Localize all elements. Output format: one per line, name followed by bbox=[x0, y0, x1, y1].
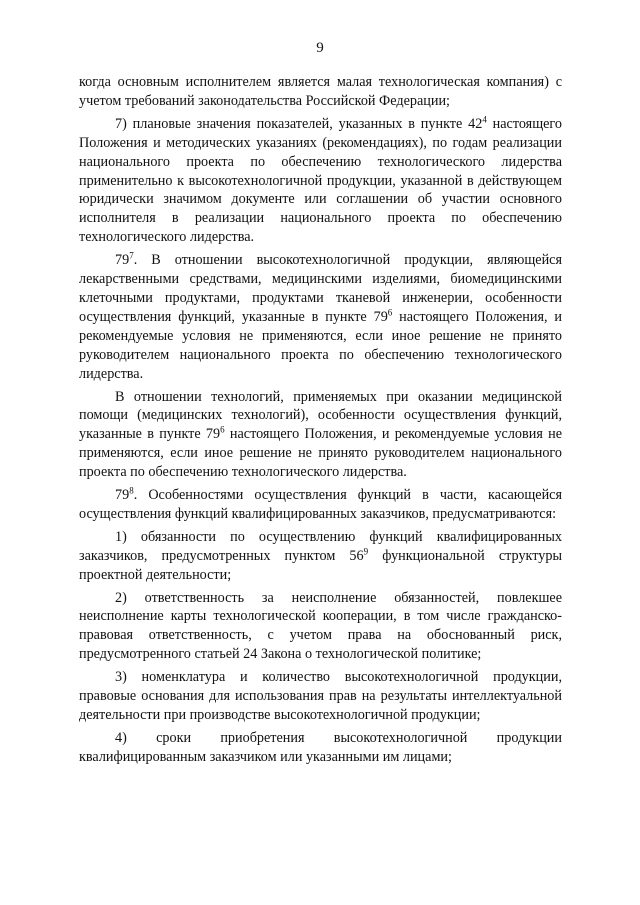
page-number: 9 bbox=[316, 40, 324, 56]
clause-superscript: 6 bbox=[220, 424, 225, 435]
clause-superscript: 9 bbox=[363, 546, 369, 557]
paragraph-6: 1) обязанности по осуществлению функций квалифицированных заказчиков, предусмотренных пунктом $56^9$ функциональной структуры проектной деятельности; bbox=[79, 528, 562, 583]
clause-superscript: 8 bbox=[129, 485, 134, 496]
paragraph-4: В отношении технологий, применяемых при оказании медицинской помощи (медицинских технологий), особенности осуществления функций, указанные в пункте $79^6$ настоящего Положения, и рекомендуемые условия не применяются, если иное решение не принято руководителем национального проекта по обеспечению технологического лидерства. bbox=[79, 388, 562, 481]
document-body bbox=[79, 73, 562, 771]
paragraph-7: 2) ответственность за неисполнение обязанностей, повлекшее неисполнение карты технологической кооперации, в том числе гражданско-правовая ответственность, с учетом права на обоснованный риск, предусмотренного статьей 24 Закона о технологической политике; bbox=[79, 589, 562, 663]
clause-superscript: 7 bbox=[129, 250, 134, 261]
paragraph-5: $79^8$. Особенностями осуществления функций в части, касающейся осуществления функций квалифицированных заказчиков, предусматриваются: bbox=[79, 485, 562, 522]
paragraph-1: когда основным исполнителем является малая технологическая компания) с учетом требований законодательства Российской Федерации; bbox=[79, 74, 562, 109]
paragraph-9: 4) сроки приобретения высокотехнологичной продукции квалифицированным заказчиком или указанными им лицами; bbox=[79, 729, 562, 765]
clause-superscript: 6 bbox=[387, 307, 393, 318]
paragraph-3: $79^7$. В отношении высокотехнологичной продукции, являющейся лекарственными средствами, медицинскими изделиями, биомедицинскими клеточными продуктами, продуктами тканевой инженерии, особенности осуществления функций, указанные в пункте $79^6$ настоящего Положения, и рекомендуемые условия не применяются, если иное решение не принято руководителем национального проекта по обеспечению технологического лидерства. bbox=[79, 250, 562, 382]
footnote-superscript: 4 bbox=[482, 114, 487, 125]
paragraph-8: 3) номенклатура и количество высокотехнологичной продукции, правовые основания для использования прав на результаты интеллектуальной деятельности при производстве высокотехнологичной продукции; bbox=[79, 669, 562, 723]
paragraph-2: 7) плановые значения показателей, указанных в пункте $42^4$ настоящего Положения и методических указаниях (рекомендациях), по годам реализации национального проекта по обеспечению технологического лидерства применительно к высокотехнологичной продукции, указанной в действующем юридически значимом документе или соглашении об участии основного исполнителя в реализации национального проекта по обеспечению технологического лидерства. bbox=[79, 114, 562, 246]
